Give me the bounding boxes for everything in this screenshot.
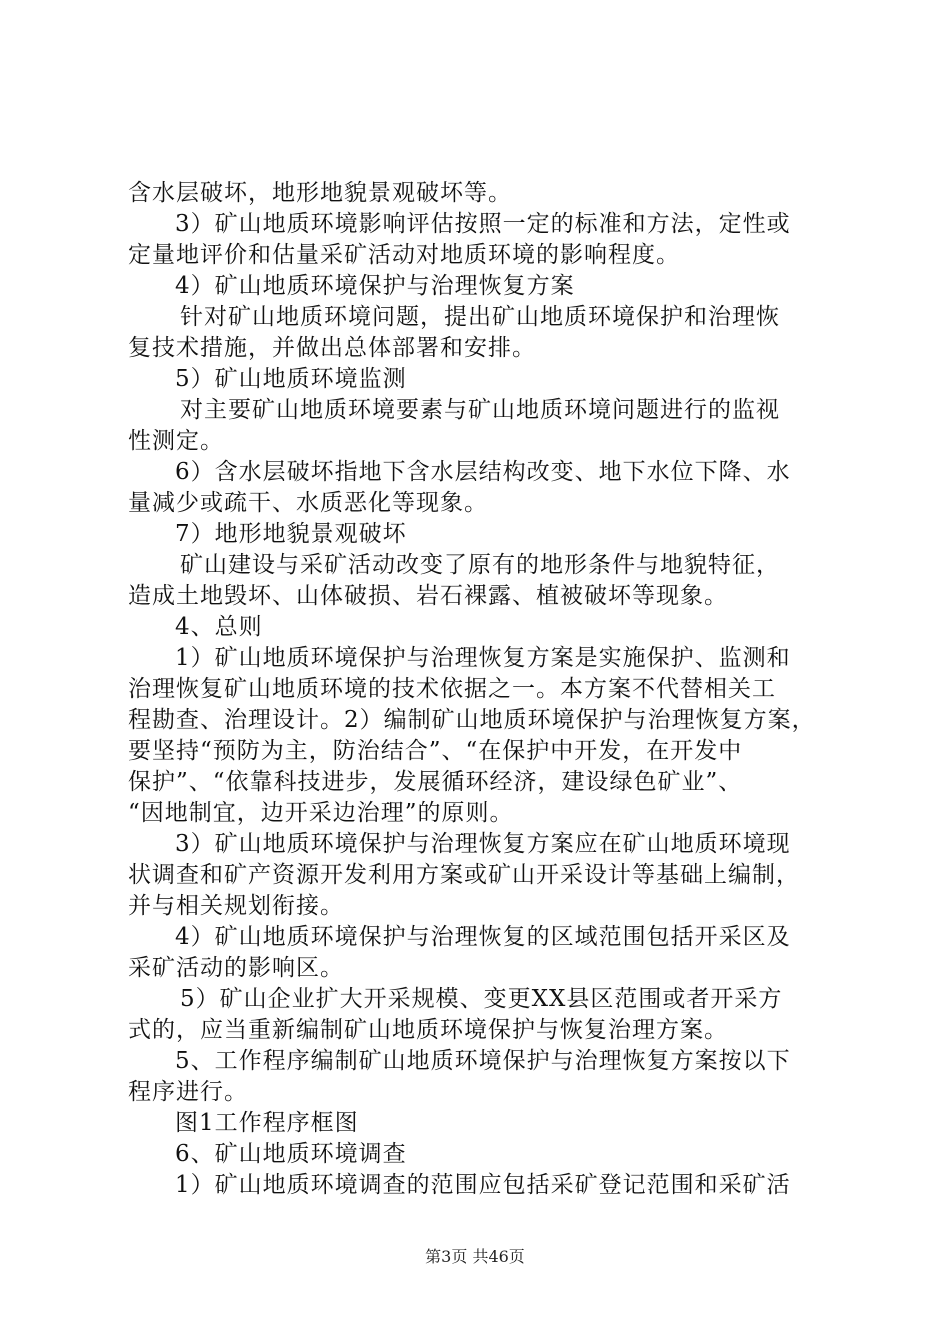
text-line: 状调查和矿产资源开发利用方案或矿山开采设计等基础上编制， — [128, 862, 800, 888]
page-number-footer: 第3页 共46页 — [425, 1247, 525, 1266]
text-line: 量减少或疏干、水质恶化等现象。 — [128, 490, 488, 516]
text-line: 6）含水层破坏指地下含水层结构改变、地下水位下降、水 — [175, 459, 791, 485]
text-line: 5、工作程序编制矿山地质环境保护与治理恢复方案按以下 — [175, 1048, 791, 1074]
text-line: 式的，应当重新编制矿山地质环境保护与恢复治理方案。 — [128, 1017, 728, 1043]
text-line: 矿山建设与采矿活动改变了原有的地形条件与地貌特征， — [180, 552, 780, 578]
text-line: 4）矿山地质环境保护与治理恢复的区域范围包括开采区及 — [175, 924, 791, 950]
text-line: 程序进行。 — [128, 1079, 248, 1105]
text-line: 对主要矿山地质环境要素与矿山地质环境问题进行的监视 — [180, 397, 780, 423]
text-line: 程勘查、治理设计。2）编制矿山地质环境保护与治理恢复方案， — [128, 707, 816, 733]
text-line: 并与相关规划衔接。 — [128, 893, 344, 919]
text-line: 造成土地毁坏、山体破损、岩石裸露、植被破坏等现象。 — [128, 583, 728, 609]
figure-caption: 图1工作程序框图 — [175, 1110, 359, 1136]
text-line: 复技术措施，并做出总体部署和安排。 — [128, 335, 536, 361]
text-line: 含水层破坏，地形地貌景观破坏等。 — [128, 180, 512, 206]
section-heading: 4、总则 — [175, 614, 263, 640]
text-line: 4）矿山地质环境保护与治理恢复方案 — [175, 273, 575, 299]
text-line: 要坚持“预防为主，防治结合”、“在保护中开发，在开发中 — [128, 738, 743, 764]
text-line: 5）矿山地质环境监测 — [175, 366, 407, 392]
section-heading: 6、矿山地质环境调查 — [175, 1141, 407, 1167]
text-line: 保护”、“依靠科技进步，发展循环经济，建设绿色矿业”、 — [128, 769, 743, 795]
text-line: 定量地评价和估量采矿活动对地质环境的影响程度。 — [128, 242, 680, 268]
text-line: 1）矿山地质环境调查的范围应包括采矿登记范围和采矿活 — [175, 1172, 791, 1198]
text-line: “因地制宜，边开采边治理”的原则。 — [128, 800, 514, 826]
text-line: 1）矿山地质环境保护与治理恢复方案是实施保护、监测和 — [175, 645, 791, 671]
text-line: 7）地形地貌景观破坏 — [175, 521, 407, 547]
text-line: 性测定。 — [128, 428, 224, 454]
text-line: 3）矿山地质环境影响评估按照一定的标准和方法，定性或 — [175, 211, 791, 237]
text-line: 针对矿山地质环境问题，提出矿山地质环境保护和治理恢 — [180, 304, 780, 330]
text-line: 治理恢复矿山地质环境的技术依据之一。本方案不代替相关工 — [128, 676, 776, 702]
text-line: 5）矿山企业扩大开采规模、变更XX县区范围或者开采方 — [180, 986, 783, 1012]
text-line: 3）矿山地质环境保护与治理恢复方案应在矿山地质环境现 — [175, 831, 791, 857]
text-line: 采矿活动的影响区。 — [128, 955, 344, 981]
